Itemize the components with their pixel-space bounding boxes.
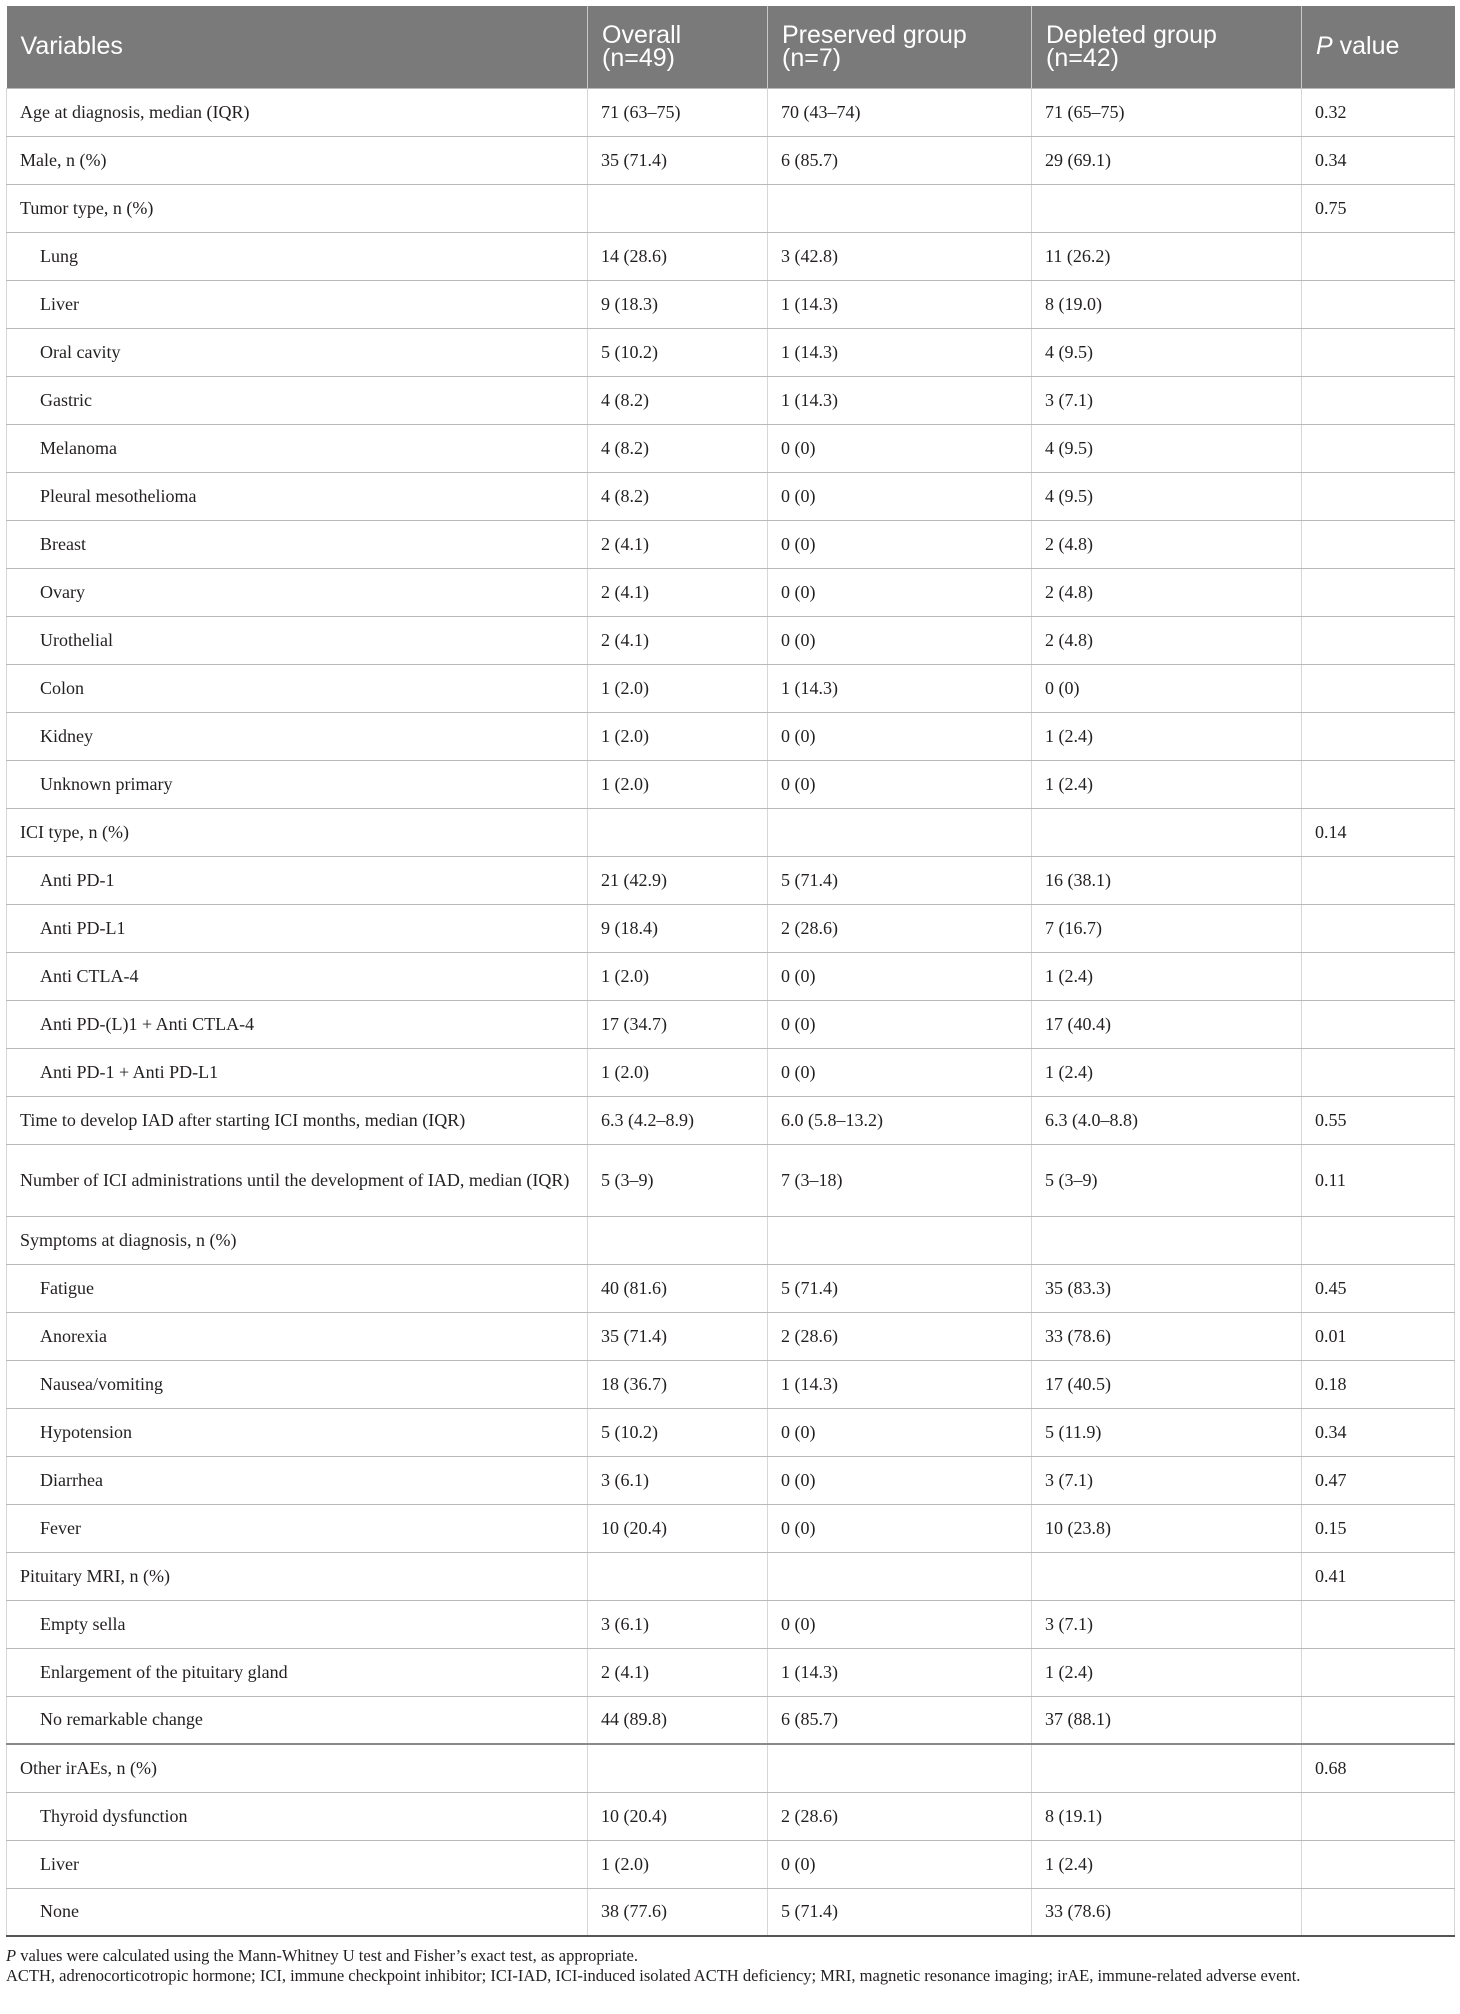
overall-cell: 5 (10.2) — [588, 328, 768, 376]
overall-cell: 21 (42.9) — [588, 856, 768, 904]
variable-cell: Fever — [7, 1504, 588, 1552]
table-body — [7, 88, 1455, 1936]
overall-cell: 1 (2.0) — [588, 712, 768, 760]
header-depleted-group: Depleted group (n=42) — [1032, 6, 1302, 88]
p-value-cell — [1302, 712, 1455, 760]
overall-cell: 4 (8.2) — [588, 376, 768, 424]
table-row — [7, 1048, 1455, 1096]
overall-cell — [588, 184, 768, 232]
p-value-cell — [1302, 664, 1455, 712]
table-row — [7, 664, 1455, 712]
depleted-cell: 3 (7.1) — [1032, 376, 1302, 424]
preserved-cell: 0 (0) — [768, 760, 1032, 808]
variable-cell: Empty sella — [7, 1600, 588, 1648]
depleted-cell — [1032, 184, 1302, 232]
p-value-cell: 0.14 — [1302, 808, 1455, 856]
overall-cell: 2 (4.1) — [588, 520, 768, 568]
depleted-cell: 3 (7.1) — [1032, 1600, 1302, 1648]
header-row — [7, 6, 1455, 88]
overall-cell: 38 (77.6) — [588, 1888, 768, 1936]
preserved-cell: 1 (14.3) — [768, 1648, 1032, 1696]
table-row — [7, 184, 1455, 232]
table-row — [7, 712, 1455, 760]
overall-cell: 2 (4.1) — [588, 568, 768, 616]
preserved-cell: 70 (43–74) — [768, 88, 1032, 136]
variable-cell: Anti PD-1 — [7, 856, 588, 904]
preserved-cell: 6.0 (5.8–13.2) — [768, 1096, 1032, 1144]
variable-cell: Liver — [7, 280, 588, 328]
overall-cell: 14 (28.6) — [588, 232, 768, 280]
table-row — [7, 232, 1455, 280]
table-row — [7, 1888, 1455, 1936]
depleted-cell: 2 (4.8) — [1032, 616, 1302, 664]
header-p-rest: value — [1332, 32, 1400, 61]
preserved-cell: 6 (85.7) — [768, 136, 1032, 184]
variable-cell: Symptoms at diagnosis, n (%) — [7, 1216, 588, 1264]
table-row — [7, 136, 1455, 184]
p-value-cell — [1302, 952, 1455, 1000]
characteristics-table — [6, 6, 1455, 1937]
depleted-cell: 1 (2.4) — [1032, 1048, 1302, 1096]
depleted-cell — [1032, 1216, 1302, 1264]
depleted-cell: 11 (26.2) — [1032, 232, 1302, 280]
variable-cell: Tumor type, n (%) — [7, 184, 588, 232]
table-row — [7, 904, 1455, 952]
depleted-cell — [1032, 808, 1302, 856]
variable-cell: Age at diagnosis, median (IQR) — [7, 88, 588, 136]
table-row — [7, 1840, 1455, 1888]
overall-cell: 35 (71.4) — [588, 1312, 768, 1360]
variable-cell: Kidney — [7, 712, 588, 760]
preserved-cell: 1 (14.3) — [768, 328, 1032, 376]
p-value-cell: 0.11 — [1302, 1144, 1455, 1216]
overall-cell: 35 (71.4) — [588, 136, 768, 184]
table-row — [7, 568, 1455, 616]
preserved-cell: 0 (0) — [768, 1504, 1032, 1552]
depleted-cell: 5 (11.9) — [1032, 1408, 1302, 1456]
table-row — [7, 328, 1455, 376]
p-value-cell — [1302, 232, 1455, 280]
preserved-cell: 0 (0) — [768, 1456, 1032, 1504]
depleted-cell: 1 (2.4) — [1032, 1840, 1302, 1888]
preserved-cell: 5 (71.4) — [768, 1264, 1032, 1312]
variable-cell: Anti PD-1 + Anti PD-L1 — [7, 1048, 588, 1096]
preserved-cell: 0 (0) — [768, 472, 1032, 520]
table-row — [7, 1552, 1455, 1600]
table-row — [7, 472, 1455, 520]
preserved-cell: 0 (0) — [768, 1840, 1032, 1888]
preserved-cell — [768, 808, 1032, 856]
table-row — [7, 280, 1455, 328]
overall-cell: 18 (36.7) — [588, 1360, 768, 1408]
overall-cell: 10 (20.4) — [588, 1504, 768, 1552]
variable-cell: Enlargement of the pituitary gland — [7, 1648, 588, 1696]
preserved-cell: 6 (85.7) — [768, 1696, 1032, 1744]
header-overall: Overall (n=49) — [588, 6, 768, 88]
depleted-cell: 2 (4.8) — [1032, 568, 1302, 616]
preserved-cell: 0 (0) — [768, 568, 1032, 616]
depleted-cell: 35 (83.3) — [1032, 1264, 1302, 1312]
preserved-cell: 0 (0) — [768, 520, 1032, 568]
overall-cell — [588, 1552, 768, 1600]
table-row — [7, 1408, 1455, 1456]
overall-cell: 17 (34.7) — [588, 1000, 768, 1048]
variable-cell: Other irAEs, n (%) — [7, 1744, 588, 1792]
table-row — [7, 1648, 1455, 1696]
p-value-cell: 0.47 — [1302, 1456, 1455, 1504]
overall-cell: 4 (8.2) — [588, 472, 768, 520]
p-value-cell — [1302, 1000, 1455, 1048]
p-value-cell — [1302, 904, 1455, 952]
overall-cell: 40 (81.6) — [588, 1264, 768, 1312]
overall-cell — [588, 808, 768, 856]
preserved-cell — [768, 184, 1032, 232]
preserved-cell: 7 (3–18) — [768, 1144, 1032, 1216]
p-value-cell — [1302, 1840, 1455, 1888]
table-row — [7, 376, 1455, 424]
table-row — [7, 1696, 1455, 1744]
variable-cell: None — [7, 1888, 588, 1936]
depleted-cell: 4 (9.5) — [1032, 424, 1302, 472]
p-value-cell — [1302, 1792, 1455, 1840]
variable-cell: Time to develop IAD after starting ICI months, median (IQR) — [7, 1096, 588, 1144]
p-value-cell — [1302, 1648, 1455, 1696]
overall-cell: 71 (63–75) — [588, 88, 768, 136]
header-p-value — [1302, 6, 1455, 88]
depleted-cell: 8 (19.1) — [1032, 1792, 1302, 1840]
preserved-cell: 0 (0) — [768, 616, 1032, 664]
variable-cell: Lung — [7, 232, 588, 280]
header-preserved-group: Preserved group (n=7) — [768, 6, 1032, 88]
table-row — [7, 1216, 1455, 1264]
variable-cell: Anti CTLA-4 — [7, 952, 588, 1000]
preserved-cell: 2 (28.6) — [768, 1312, 1032, 1360]
variable-cell: Number of ICI administrations until the development of IAD, median (IQR) — [7, 1144, 588, 1216]
preserved-cell: 5 (71.4) — [768, 856, 1032, 904]
preserved-cell: 0 (0) — [768, 424, 1032, 472]
depleted-cell: 10 (23.8) — [1032, 1504, 1302, 1552]
p-value-cell: 0.34 — [1302, 136, 1455, 184]
p-value-cell: 0.41 — [1302, 1552, 1455, 1600]
overall-cell: 3 (6.1) — [588, 1600, 768, 1648]
overall-cell: 2 (4.1) — [588, 616, 768, 664]
preserved-cell — [768, 1216, 1032, 1264]
footnote-abbreviations: ACTH, adrenocorticotropic hormone; ICI, immune checkpoint inhibitor; ICI-IAD, ICI-induced isolated ACTH deficiency; MRI, magnetic resonance imaging; irAE, immune-related adverse event. — [6, 1966, 1301, 1985]
variable-cell: Gastric — [7, 376, 588, 424]
variable-cell: Oral cavity — [7, 328, 588, 376]
overall-cell: 4 (8.2) — [588, 424, 768, 472]
table-row — [7, 1744, 1455, 1792]
table-row — [7, 1456, 1455, 1504]
variable-cell: Thyroid dysfunction — [7, 1792, 588, 1840]
depleted-cell: 8 (19.0) — [1032, 280, 1302, 328]
depleted-cell: 1 (2.4) — [1032, 952, 1302, 1000]
depleted-cell: 4 (9.5) — [1032, 472, 1302, 520]
overall-cell: 5 (3–9) — [588, 1144, 768, 1216]
variable-cell: Ovary — [7, 568, 588, 616]
p-value-cell — [1302, 616, 1455, 664]
p-value-cell — [1302, 472, 1455, 520]
depleted-cell — [1032, 1552, 1302, 1600]
variable-cell: Pleural mesothelioma — [7, 472, 588, 520]
depleted-cell: 1 (2.4) — [1032, 1648, 1302, 1696]
variable-cell: Nausea/vomiting — [7, 1360, 588, 1408]
table-row — [7, 424, 1455, 472]
footnote-p-values — [6, 1946, 1454, 1966]
preserved-cell: 3 (42.8) — [768, 232, 1032, 280]
p-value-cell — [1302, 1600, 1455, 1648]
depleted-cell: 6.3 (4.0–8.8) — [1032, 1096, 1302, 1144]
table-row — [7, 808, 1455, 856]
depleted-cell: 1 (2.4) — [1032, 712, 1302, 760]
preserved-cell: 0 (0) — [768, 1048, 1032, 1096]
depleted-cell: 33 (78.6) — [1032, 1888, 1302, 1936]
preserved-cell: 0 (0) — [768, 952, 1032, 1000]
header-p-letter: P — [1316, 32, 1333, 61]
preserved-cell: 2 (28.6) — [768, 904, 1032, 952]
table-row — [7, 1504, 1455, 1552]
overall-cell: 6.3 (4.2–8.9) — [588, 1096, 768, 1144]
overall-cell: 3 (6.1) — [588, 1456, 768, 1504]
overall-cell: 9 (18.3) — [588, 280, 768, 328]
variable-cell: Anti PD-(L)1 + Anti CTLA-4 — [7, 1000, 588, 1048]
depleted-cell: 7 (16.7) — [1032, 904, 1302, 952]
depleted-cell: 16 (38.1) — [1032, 856, 1302, 904]
depleted-cell: 29 (69.1) — [1032, 136, 1302, 184]
preserved-cell — [768, 1744, 1032, 1792]
header-variables: Variables — [20, 32, 123, 61]
table-row — [7, 952, 1455, 1000]
overall-cell: 1 (2.0) — [588, 1048, 768, 1096]
table-footnotes — [6, 1946, 1454, 1986]
depleted-cell: 0 (0) — [1032, 664, 1302, 712]
table-header — [7, 6, 1455, 88]
preserved-cell: 2 (28.6) — [768, 1792, 1032, 1840]
table-row — [7, 1312, 1455, 1360]
variable-cell: Fatigue — [7, 1264, 588, 1312]
table-row — [7, 1792, 1455, 1840]
variable-cell: Anti PD-L1 — [7, 904, 588, 952]
p-value-cell — [1302, 1048, 1455, 1096]
p-value-cell — [1302, 424, 1455, 472]
table-row — [7, 856, 1455, 904]
table-row — [7, 1360, 1455, 1408]
depleted-cell: 17 (40.4) — [1032, 1000, 1302, 1048]
p-value-cell — [1302, 280, 1455, 328]
table-row — [7, 1096, 1455, 1144]
preserved-cell: 1 (14.3) — [768, 376, 1032, 424]
p-value-cell — [1302, 1888, 1455, 1936]
p-value-cell — [1302, 1696, 1455, 1744]
overall-cell: 5 (10.2) — [588, 1408, 768, 1456]
preserved-cell: 0 (0) — [768, 1000, 1032, 1048]
characteristics-table-container — [6, 6, 1454, 1937]
p-value-cell — [1302, 568, 1455, 616]
variable-cell: Liver — [7, 1840, 588, 1888]
variable-cell: Diarrhea — [7, 1456, 588, 1504]
overall-cell — [588, 1216, 768, 1264]
variable-cell: Melanoma — [7, 424, 588, 472]
depleted-cell — [1032, 1744, 1302, 1792]
p-value-cell: 0.15 — [1302, 1504, 1455, 1552]
variable-cell: Male, n (%) — [7, 136, 588, 184]
p-value-cell: 0.75 — [1302, 184, 1455, 232]
preserved-cell: 0 (0) — [768, 1600, 1032, 1648]
depleted-cell: 4 (9.5) — [1032, 328, 1302, 376]
table-row — [7, 88, 1455, 136]
preserved-cell: 1 (14.3) — [768, 664, 1032, 712]
overall-cell: 1 (2.0) — [588, 952, 768, 1000]
overall-cell: 9 (18.4) — [588, 904, 768, 952]
variable-cell: Anorexia — [7, 1312, 588, 1360]
variable-cell: Urothelial — [7, 616, 588, 664]
depleted-cell: 71 (65–75) — [1032, 88, 1302, 136]
p-value-cell — [1302, 760, 1455, 808]
p-value-cell — [1302, 856, 1455, 904]
overall-cell: 1 (2.0) — [588, 1840, 768, 1888]
table-row — [7, 616, 1455, 664]
p-value-cell: 0.32 — [1302, 88, 1455, 136]
preserved-cell: 1 (14.3) — [768, 1360, 1032, 1408]
p-value-cell — [1302, 520, 1455, 568]
depleted-cell: 37 (88.1) — [1032, 1696, 1302, 1744]
preserved-cell: 5 (71.4) — [768, 1888, 1032, 1936]
p-value-cell: 0.68 — [1302, 1744, 1455, 1792]
footnote-p-letter: P — [6, 1946, 17, 1965]
table-row — [7, 1600, 1455, 1648]
overall-cell: 1 (2.0) — [588, 760, 768, 808]
variable-cell: No remarkable change — [7, 1696, 588, 1744]
p-value-cell: 0.01 — [1302, 1312, 1455, 1360]
table-row — [7, 760, 1455, 808]
depleted-cell: 17 (40.5) — [1032, 1360, 1302, 1408]
variable-cell: Breast — [7, 520, 588, 568]
p-value-cell: 0.34 — [1302, 1408, 1455, 1456]
p-value-cell — [1302, 376, 1455, 424]
table-row — [7, 1264, 1455, 1312]
variable-cell: Colon — [7, 664, 588, 712]
table-row — [7, 520, 1455, 568]
overall-cell: 2 (4.1) — [588, 1648, 768, 1696]
variable-cell: Hypotension — [7, 1408, 588, 1456]
overall-cell — [588, 1744, 768, 1792]
variable-cell: Unknown primary — [7, 760, 588, 808]
variable-cell: Pituitary MRI, n (%) — [7, 1552, 588, 1600]
p-value-cell: 0.18 — [1302, 1360, 1455, 1408]
depleted-cell: 3 (7.1) — [1032, 1456, 1302, 1504]
footnote-p-text: values were calculated using the Mann-Whitney U test and Fisher’s exact test, as appropriate. — [16, 1946, 639, 1965]
preserved-cell — [768, 1552, 1032, 1600]
table-row — [7, 1000, 1455, 1048]
depleted-cell: 33 (78.6) — [1032, 1312, 1302, 1360]
p-value-cell: 0.55 — [1302, 1096, 1455, 1144]
overall-cell: 1 (2.0) — [588, 664, 768, 712]
variable-cell: ICI type, n (%) — [7, 808, 588, 856]
depleted-cell: 2 (4.8) — [1032, 520, 1302, 568]
preserved-cell: 0 (0) — [768, 712, 1032, 760]
preserved-cell: 1 (14.3) — [768, 280, 1032, 328]
overall-cell: 44 (89.8) — [588, 1696, 768, 1744]
p-value-cell — [1302, 1216, 1455, 1264]
p-value-cell — [1302, 328, 1455, 376]
p-value-cell: 0.45 — [1302, 1264, 1455, 1312]
depleted-cell: 5 (3–9) — [1032, 1144, 1302, 1216]
preserved-cell: 0 (0) — [768, 1408, 1032, 1456]
overall-cell: 10 (20.4) — [588, 1792, 768, 1840]
depleted-cell: 1 (2.4) — [1032, 760, 1302, 808]
table-row — [7, 1144, 1455, 1216]
